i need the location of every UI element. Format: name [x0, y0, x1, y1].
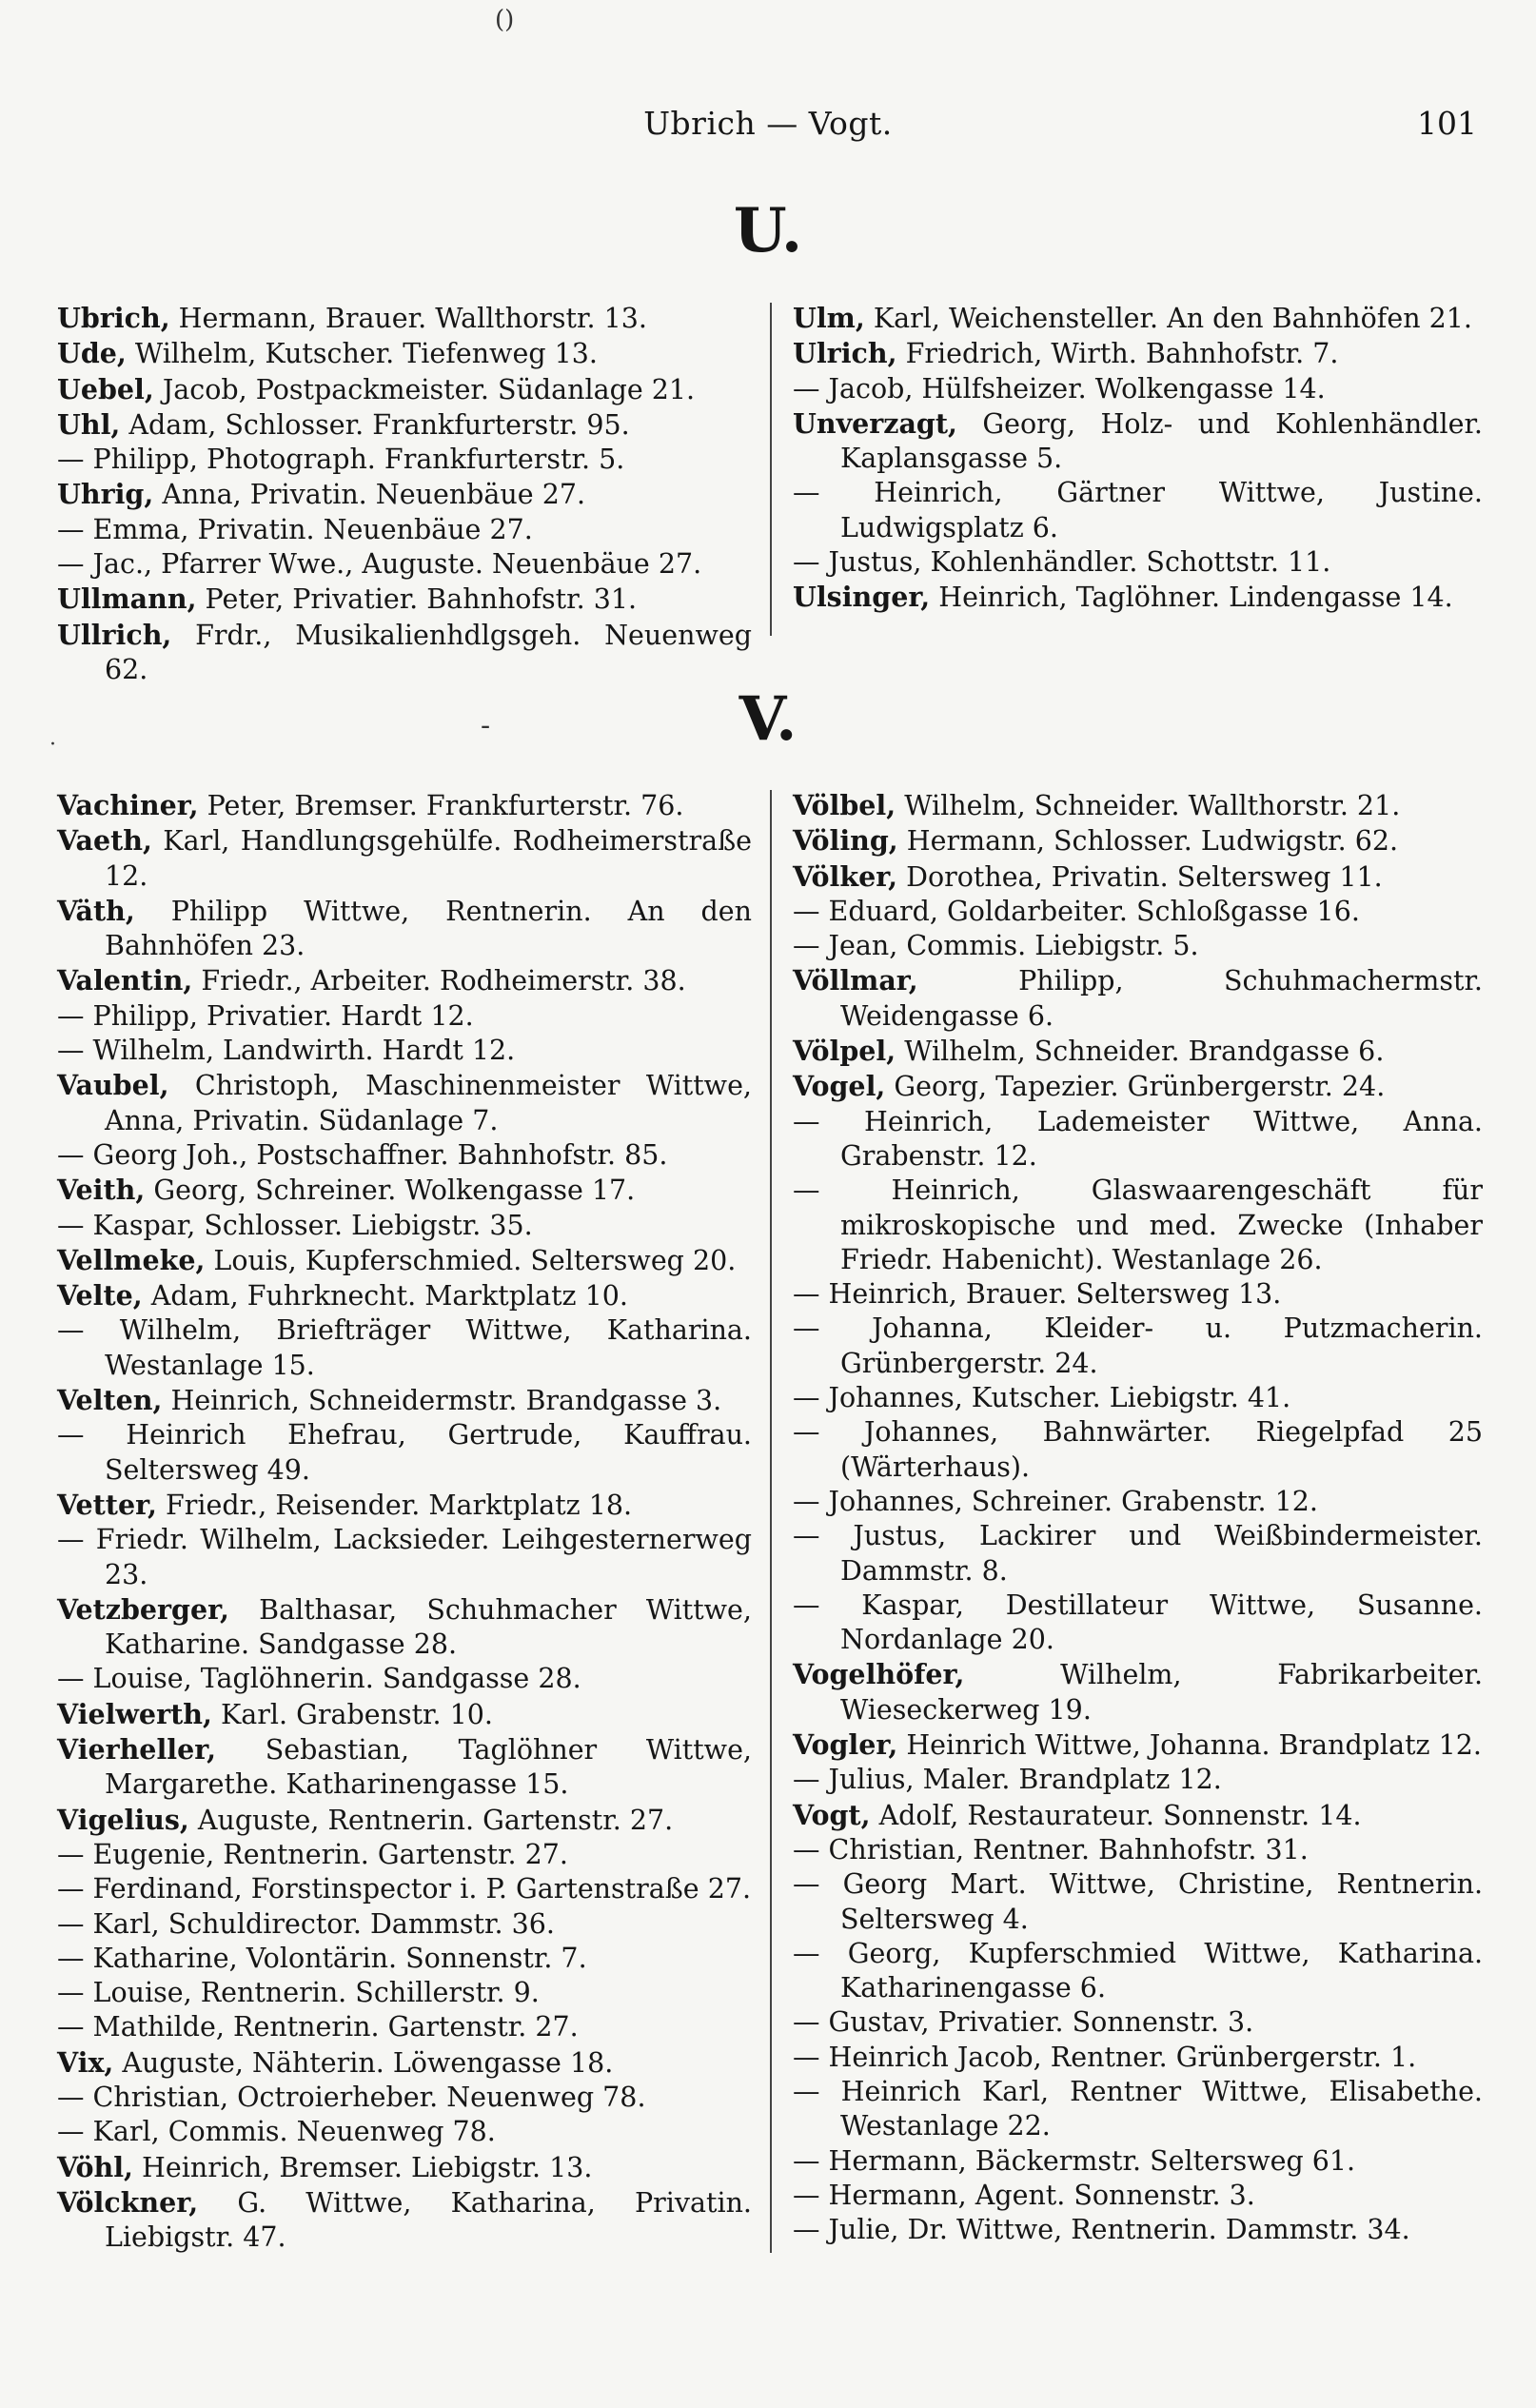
entry-details: Adolf, Restaurateur. Sonnenstr. 14. — [870, 1799, 1362, 1831]
entry-details: — Johannes, Schreiner. Grabenstr. 12. — [793, 1485, 1318, 1517]
entry-surname: Vierheller, — [57, 1733, 217, 1767]
entry-details: — Johannes, Kutscher. Liebigstr. 41. — [793, 1382, 1291, 1414]
directory-entry — [793, 1415, 1483, 1485]
directory-entry — [793, 406, 1483, 477]
directory-entry — [793, 1867, 1483, 1937]
entry-surname: Ulsinger, — [793, 581, 931, 614]
entry-surname: Vaeth, — [57, 824, 152, 858]
directory-entry — [793, 580, 1483, 615]
directory-entry — [57, 1209, 752, 1243]
directory-entry — [57, 1872, 752, 1906]
directory-entry — [793, 963, 1483, 1034]
entry-details: — Philipp, Privatier. Hardt 12. — [57, 999, 474, 1032]
entry-surname: Vellmeke, — [57, 1243, 206, 1276]
entry-details: — Heinrich Jacob, Rentner. Grünbergerstr. 1. — [793, 2041, 1417, 2073]
entry-details: Dorothea, Privatin. Seltersweg 11. — [897, 860, 1383, 893]
directory-entry — [57, 2150, 752, 2185]
directory-entry — [793, 1833, 1483, 1867]
entry-details: — Justus, Kohlenhändler. Schottstr. 11. — [793, 546, 1331, 579]
entry-details: — Hermann, Agent. Sonnenstr. 3. — [793, 2179, 1255, 2211]
entry-details: — Jac., Pfarrer Wwe., Auguste. Neuenbäue 27. — [57, 548, 702, 581]
entry-details: — Eduard, Goldarbeiter. Schloßgasse 16. — [793, 895, 1360, 927]
directory-entry — [57, 443, 752, 477]
entry-surname: Vogel, — [793, 1070, 886, 1103]
entry-surname: Vöhl, — [57, 2150, 133, 2183]
entry-details: Peter, Bremser. Frankfurterstr. 76. — [198, 790, 684, 821]
section-heading-u: U. — [733, 195, 803, 266]
entry-details: — Georg, Kupferschmied Wittwe, Katharina. Katharinengasse 6. — [793, 1937, 1483, 2004]
entry-surname: Vix, — [57, 2045, 114, 2079]
entry-details: — Ferdinand, Forstinspector i. P. Gartenstraße 27. — [57, 1873, 752, 1905]
directory-entry — [57, 1138, 752, 1173]
entry-details: Georg, Holz- und Kohlenhändler. Kaplansgasse 5. — [840, 407, 1483, 475]
entry-surname: Völing, — [793, 824, 898, 858]
directory-entry — [793, 301, 1483, 336]
entry-details: — Georg Mart. Wittwe, Christine, Rentnerin. Seltersweg 4. — [793, 1868, 1483, 1935]
entry-surname: Völpel, — [793, 1035, 896, 1068]
entry-details: Hermann, Schlosser. Ludwigstr. 62. — [897, 825, 1399, 858]
directory-entry — [57, 1592, 752, 1663]
entry-details: Georg, Tapezier. Grünbergerstr. 24. — [885, 1071, 1386, 1103]
entry-surname: Vigelius, — [57, 1803, 189, 1836]
directory-entry — [57, 1068, 752, 1138]
directory-entry — [57, 618, 752, 688]
directory-entry — [57, 372, 752, 407]
entry-surname: Velten, — [57, 1384, 163, 1417]
directory-entry — [793, 2144, 1483, 2179]
entry-surname: Ulrich, — [793, 337, 897, 370]
entry-surname: Ullrich, — [57, 618, 172, 651]
directory-entry — [57, 1173, 752, 1208]
entry-surname: Vielwerth, — [57, 1697, 212, 1730]
entry-details: — Julius, Maler. Brandplatz 12. — [793, 1764, 1222, 1796]
entry-surname: Völckner, — [57, 2185, 199, 2219]
section-heading-v: V. — [738, 683, 798, 755]
entry-details: — Jacob, Hülfsheizer. Wolkengasse 14. — [793, 372, 1326, 405]
entry-details: Heinrich, Taglöhner. Lindengasse 14. — [930, 582, 1453, 614]
directory-entry — [793, 1485, 1483, 1519]
directory-entry — [57, 1418, 752, 1488]
directory-entry — [57, 336, 752, 371]
entry-surname: Uhrig, — [57, 478, 154, 511]
directory-entry — [57, 2081, 752, 2115]
directory-entry — [57, 2045, 752, 2081]
entry-details: Wilhelm, Fabrikarbeiter. Wieseckerweg 19. — [840, 1659, 1483, 1726]
entry-details: Heinrich, Schneidermstr. Brandgasse 3. — [162, 1385, 722, 1417]
entry-details: Friedr., Reisender. Marktplatz 18. — [156, 1489, 633, 1521]
entry-details: — Louise, Rentnerin. Schillerstr. 9. — [57, 1977, 540, 2009]
directory-entry — [793, 823, 1483, 859]
entry-details: Philipp Wittwe, Rentnerin. An den Bahnhöfen 23. — [105, 895, 752, 962]
entry-details: — Hermann, Bäckermstr. Seltersweg 61. — [793, 2144, 1356, 2177]
entry-surname: Uhl, — [57, 407, 121, 441]
page-number: 101 — [1417, 105, 1477, 142]
entry-details: Philipp, Schuhmachermstr. Weidengasse 6. — [840, 965, 1483, 1032]
directory-entry — [57, 477, 752, 512]
entry-details: Jacob, Postpackmeister. Südanlage 21. — [153, 373, 696, 405]
column-v-right — [793, 788, 1483, 2247]
entry-details: — Wilhelm, Briefträger Wittwe, Katharina. Westanlage 15. — [57, 1314, 752, 1381]
entry-surname: Vogelhöfer, — [793, 1658, 965, 1691]
directory-entry — [57, 1907, 752, 1942]
entry-details: — Karl, Schuldirector. Dammstr. 36. — [57, 1907, 555, 1940]
entry-details: — Justus, Lackirer und Weißbindermeister. Dammstr. 8. — [793, 1520, 1483, 1587]
entry-surname: Ude, — [57, 337, 127, 370]
column-divider-u — [770, 303, 772, 636]
directory-entry — [57, 1838, 752, 1872]
directory-entry — [793, 2005, 1483, 2040]
entry-surname: Ullmann, — [57, 582, 197, 616]
entry-details: — Julie, Dr. Wittwe, Rentnerin. Dammstr. 34. — [793, 2214, 1410, 2246]
entry-details: — Christian, Rentner. Bahnhofstr. 31. — [793, 1833, 1309, 1865]
directory-entry — [57, 547, 752, 582]
column-u-left — [57, 301, 752, 687]
directory-entry — [793, 929, 1483, 963]
entry-surname: Völbel, — [793, 789, 896, 821]
directory-entry — [793, 1727, 1483, 1763]
directory-entry — [57, 823, 752, 894]
directory-entry — [793, 895, 1483, 929]
column-divider-v — [770, 790, 772, 2253]
entry-details: — Louise, Taglöhnerin. Sandgasse 28. — [57, 1663, 581, 1695]
directory-entry — [793, 1105, 1483, 1174]
directory-entry — [57, 894, 752, 964]
directory-entry — [793, 788, 1483, 823]
directory-entry — [57, 1243, 752, 1278]
entry-details: — Wilhelm, Landwirth. Hardt 12. — [57, 1035, 516, 1067]
directory-entry — [57, 1383, 752, 1418]
directory-entry — [793, 859, 1483, 895]
directory-entry — [57, 788, 752, 823]
entry-details: — Kaspar, Destillateur Wittwe, Susanne. Nordanlage 20. — [793, 1589, 1483, 1656]
directory-entry — [57, 2185, 752, 2256]
directory-entry — [793, 1069, 1483, 1104]
entry-details: Georg, Schreiner. Wolkengasse 17. — [145, 1174, 636, 1207]
directory-entry — [793, 2213, 1483, 2247]
entry-details: — Heinrich Karl, Rentner Wittwe, Elisabethe. Westanlage 22. — [793, 2075, 1483, 2142]
entry-details: — Johannes, Bahnwärter. Riegelpfad 25 (Wärterhaus). — [793, 1416, 1483, 1483]
entry-surname: Väth, — [57, 894, 135, 927]
entry-surname: Vaubel, — [57, 1069, 169, 1102]
directory-entry — [57, 1662, 752, 1696]
entry-details: Louis, Kupferschmied. Seltersweg 20. — [205, 1244, 737, 1276]
entry-surname: Völlmar, — [793, 964, 918, 997]
directory-entry — [57, 1976, 752, 2010]
directory-entry — [57, 1803, 752, 1838]
directory-entry — [57, 1313, 752, 1383]
entry-surname: Unverzagt, — [793, 406, 957, 440]
entry-details: — Katharine, Volontärin. Sonnenstr. 7. — [57, 1942, 587, 1974]
entry-details: Sebastian, Taglöhner Wittwe, Margarethe. Katharinengasse 15. — [105, 1734, 752, 1801]
entry-details: Adam, Schlosser. Frankfurterstr. 95. — [120, 408, 630, 441]
entry-surname: Velte, — [57, 1279, 143, 1313]
directory-entry — [57, 1732, 752, 1803]
directory-entry — [793, 1174, 1483, 1277]
directory-entry — [793, 1519, 1483, 1589]
entry-details: — Georg Joh., Postschaffner. Bahnhofstr. 85. — [57, 1138, 668, 1171]
entry-details: Anna, Privatin. Neuenbäue 27. — [153, 479, 586, 511]
entry-surname: Veith, — [57, 1174, 146, 1207]
entry-details: Hermann, Brauer. Wallthorstr. 13. — [169, 303, 647, 334]
directory-entry — [57, 1278, 752, 1313]
entry-details: Friedr., Arbeiter. Rodheimerstr. 38. — [192, 965, 686, 997]
entry-surname: Ulm, — [793, 302, 865, 334]
directory-entry — [57, 2115, 752, 2149]
running-header: Ubrich — Vogt. — [643, 105, 893, 142]
entry-surname: Vogt, — [793, 1798, 871, 1831]
entry-details: — Mathilde, Rentnerin. Gartenstr. 27. — [57, 2011, 579, 2043]
entry-details: — Friedr. Wilhelm, Lacksieder. Leihgesternerweg 23. — [57, 1524, 752, 1590]
directory-entry — [793, 1381, 1483, 1415]
directory-entry — [793, 1277, 1483, 1312]
entry-details: Balthasar, Schuhmacher Wittwe, Katharine. Sandgasse 28. — [105, 1593, 752, 1661]
entry-details: Heinrich, Bremser. Liebigstr. 13. — [132, 2151, 593, 2183]
entry-details: — Heinrich, Glaswaarengeschäft für mikroskopische und med. Zwecke (Inhaber Friedr. Habenicht). Westanlage 26. — [793, 1174, 1483, 1275]
entry-details: Wilhelm, Schneider. Wallthorstr. 21. — [896, 790, 1401, 821]
directory-entry — [57, 582, 752, 617]
entry-details: — Gustav, Privatier. Sonnenstr. 3. — [793, 2006, 1254, 2039]
entry-details: G. Wittwe, Katharina, Privatin. Liebigstr. 47. — [105, 2186, 752, 2254]
entry-details: Karl, Weichensteller. An den Bahnhöfen 21. — [864, 303, 1472, 334]
directory-entry — [57, 513, 752, 547]
directory-entry — [793, 336, 1483, 371]
directory-entry — [57, 1697, 752, 1732]
directory-entry — [793, 2075, 1483, 2144]
entry-details: — Heinrich, Brauer. Seltersweg 13. — [793, 1278, 1282, 1311]
directory-entry — [57, 1034, 752, 1068]
directory-entry — [57, 407, 752, 443]
directory-entry — [57, 1942, 752, 1976]
entry-details: Heinrich Wittwe, Johanna. Brandplatz 12. — [897, 1729, 1482, 1762]
entry-details: — Karl, Commis. Neuenweg 78. — [57, 2116, 496, 2148]
ink-speck: - — [481, 709, 491, 742]
directory-entry — [793, 1798, 1483, 1833]
directory-entry — [793, 1657, 1483, 1727]
directory-entry — [57, 2010, 752, 2044]
entry-surname: Vogler, — [793, 1728, 898, 1762]
entry-surname: Vetter, — [57, 1488, 157, 1521]
entry-details: — Jean, Commis. Liebigstr. 5. — [793, 930, 1199, 962]
entry-details: — Christian, Octroierheber. Neuenweg 78. — [57, 2081, 646, 2113]
entry-details: — Heinrich, Lademeister Wittwe, Anna. Grabenstr. 12. — [793, 1105, 1483, 1172]
entry-details: Wilhelm, Schneider. Brandgasse 6. — [896, 1036, 1385, 1068]
entry-surname: Ubrich, — [57, 302, 170, 334]
column-v-left — [57, 788, 752, 2255]
entry-details: Karl, Handlungsgehülfe. Rodheimerstraße 12. — [105, 825, 752, 892]
entry-details: — Johanna, Kleider- u. Putzmacherin. Grünbergerstr. 24. — [793, 1313, 1483, 1379]
entry-details: — Philipp, Photograph. Frankfurterstr. 5. — [57, 444, 625, 476]
directory-entry — [793, 2179, 1483, 2213]
directory-entry — [793, 1937, 1483, 2006]
directory-entry — [57, 1488, 752, 1523]
directory-entry — [57, 963, 752, 998]
entry-details: Wilhelm, Kutscher. Tiefenweg 13. — [126, 338, 598, 370]
entry-surname: Uebel, — [57, 372, 154, 405]
entry-details: Friedrich, Wirth. Bahnhofstr. 7. — [896, 338, 1339, 370]
entry-details: — Heinrich Ehefrau, Gertrude, Kauffrau. Seltersweg 49. — [57, 1419, 752, 1486]
directory-entry — [793, 372, 1483, 406]
column-u-right — [793, 301, 1483, 616]
ink-speck: · — [49, 733, 56, 757]
entry-details: Karl. Grabenstr. 10. — [211, 1698, 493, 1730]
entry-details: — Emma, Privatin. Neuenbäue 27. — [57, 513, 533, 545]
directory-entry — [793, 1763, 1483, 1797]
directory-entry — [793, 1589, 1483, 1658]
entry-details: Auguste, Rentnerin. Gartenstr. 27. — [188, 1804, 674, 1836]
directory-entry — [793, 2041, 1483, 2075]
directory-entry — [793, 1034, 1483, 1069]
directory-entry — [793, 476, 1483, 545]
entry-details: — Heinrich, Gärtner Wittwe, Justine. Ludwigsplatz 6. — [793, 477, 1483, 543]
directory-entry — [57, 301, 752, 336]
entry-surname: Valentin, — [57, 964, 193, 997]
directory-entry — [57, 1523, 752, 1592]
entry-details: Christoph, Maschinenmeister Wittwe, Anna, Privatin. Südanlage 7. — [105, 1070, 752, 1136]
entry-surname: Vetzberger, — [57, 1592, 229, 1626]
entry-details: Auguste, Nähterin. Löwengasse 18. — [113, 2046, 614, 2079]
entry-details: — Eugenie, Rentnerin. Gartenstr. 27. — [57, 1838, 568, 1870]
ink-speck: () — [495, 6, 515, 34]
entry-details: Frdr., Musikalienhdlgsgeh. Neuenweg 62. — [105, 619, 752, 685]
directory-entry — [793, 545, 1483, 580]
directory-entry — [793, 1312, 1483, 1381]
entry-surname: Völker, — [793, 859, 898, 893]
entry-surname: Vachiner, — [57, 789, 199, 821]
entry-details: Peter, Privatier. Bahnhofstr. 31. — [196, 583, 638, 616]
entry-details: Adam, Fuhrknecht. Marktplatz 10. — [142, 1280, 628, 1313]
entry-details: — Kaspar, Schlosser. Liebigstr. 35. — [57, 1209, 533, 1241]
directory-entry — [57, 999, 752, 1034]
